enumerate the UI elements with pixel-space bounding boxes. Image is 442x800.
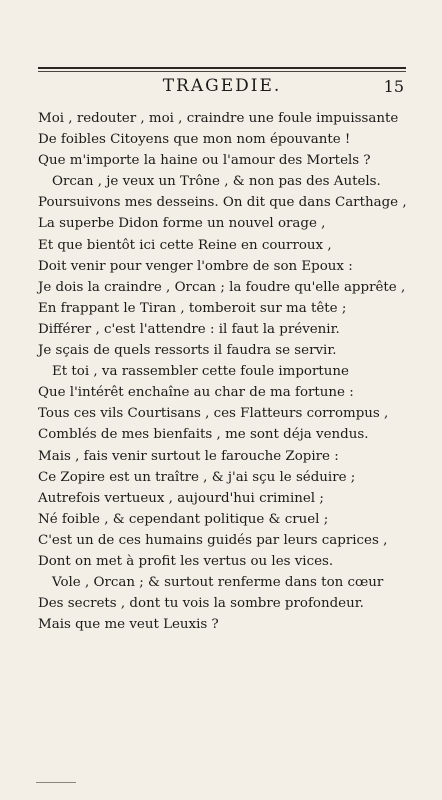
verse-line: Moi , redouter , moi , craindre une foule impuissante [38, 111, 399, 126]
verse-line: Et que bientôt ici cette Reine en courroux , [38, 237, 332, 253]
verse-line: Que m'importe la haine ou l'amour des Mortels ? [38, 153, 371, 169]
verse-line: Né foible , & cependant politique & cruel ; [38, 511, 329, 527]
verse-line: De foibles Citoyens que mon nom épouvante ! [38, 132, 351, 148]
verse-line: La superbe Didon forme un nouvel orage , [38, 216, 326, 232]
verse-line: Mais que me veut Leuxis ? [38, 617, 219, 633]
verse-line: Ce Zopire est un traître , & j'ai sçu le séduire ; [38, 469, 356, 485]
verse-line: Orcan , je veux un Trône , & non pas des Autels. [52, 174, 381, 190]
verse-line: Vole , Orcan ; & surtout renferme dans ton cœur [52, 575, 384, 591]
page-number: 15 [383, 77, 404, 96]
verse-line: Poursuivons mes desseins. On dit que dans Carthage , [38, 195, 407, 211]
verse-line: Je sçais de quels ressorts il faudra se servir. [38, 343, 337, 359]
verse-line: C'est un de ces humains guidés par leurs caprices , [38, 532, 388, 548]
page-header [38, 76, 406, 100]
verse-line: Et toi , va rassembler cette foule importune [52, 364, 349, 380]
verse-line: Mais , fais venir surtout le farouche Zopire : [38, 448, 339, 464]
verse-line: Que l'intérêt enchaîne au char de ma fortune : [38, 385, 354, 401]
page-edge-mark [36, 782, 76, 783]
header-rule [38, 67, 406, 69]
verse-line: Doit venir pour venger l'ombre de son Epoux : [38, 258, 353, 274]
verse-line: En frappant le Tiran , tomberoit sur ma tête ; [38, 300, 347, 316]
verse-text [38, 108, 408, 635]
verse-line: Différer , c'est l'attendre : il faut la prévenir. [38, 321, 340, 337]
verse-line: Je dois la craindre , Orcan ; la foudre qu'elle apprête , [38, 279, 406, 295]
verse-line: Tous ces vils Courtisans , ces Flatteurs corrompus , [38, 406, 389, 422]
running-title: TRAGEDIE. [162, 76, 282, 96]
verse-line: Des secrets , dont tu vois la sombre profondeur. [38, 596, 364, 612]
verse-line: Autrefois vertueux , aujourd'hui criminel ; [38, 490, 324, 506]
verse-line: Comblés de mes bienfaits , me sont déja vendus. [38, 427, 369, 443]
verse-line: Dont on met à profit les vertus ou les vices. [38, 553, 334, 569]
